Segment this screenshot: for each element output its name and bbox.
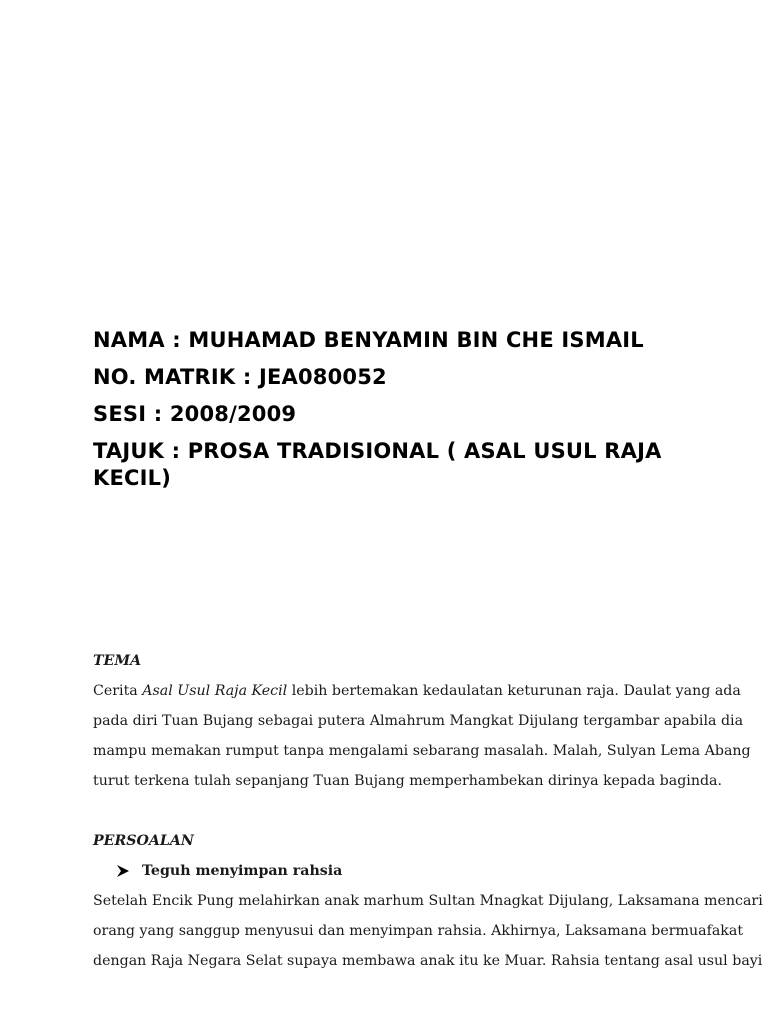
cover-details	[93, 322, 693, 492]
title: TAJUK : PROSA TRADISIONAL ( ASAL USUL RAJA KECIL)	[93, 439, 662, 490]
story-title: Asal Usul Raja Kecil	[142, 683, 288, 699]
bullet-label: Teguh menyimpan rahsia	[142, 863, 343, 879]
persoalan-line-3: dengan Raja Negara Selat supaya membawa anak itu ke Muar. Rahsia tentang asal usul bayi	[93, 953, 763, 969]
document-body	[93, 646, 763, 976]
tema-line-3: mampu memakan rumput tanpa mengalami sebarang masalah. Malah, Sulyan Lema Abang	[93, 743, 751, 759]
persoalan-heading: PERSOALAN	[93, 833, 194, 849]
persoalan-line-1: Setelah Encik Pung melahirkan anak marhum Sultan Mnagkat Dijulang, Laksamana mencari	[93, 893, 763, 909]
tema-line-4: turut terkena tulah sepanjang Tuan Bujang memperhambekan dirinya kepada baginda.	[93, 773, 723, 789]
tema-line-1-pre: Cerita	[93, 683, 143, 699]
persoalan-line-2: orang yang sanggup menyusui dan menyimpan rahsia. Akhirnya, Laksamana bermuafakat	[93, 923, 744, 939]
matric-number: NO. MATRIK : JEA080052	[93, 365, 387, 389]
persoalan-paragraph	[93, 886, 763, 976]
tema-line-1-post: lebih bertemakan kedaulatan keturunan raja. Daulat yang ada	[287, 683, 741, 699]
bullet-item	[116, 856, 683, 886]
tema-heading: TEMA	[93, 653, 142, 669]
session: SESI : 2008/2009	[93, 402, 297, 426]
tema-paragraph	[93, 676, 751, 796]
student-name: NAMA : MUHAMAD BENYAMIN BIN CHE ISMAIL	[93, 328, 644, 352]
tema-line-2: pada diri Tuan Bujang sebagai putera Almahrum Mangkat Dijulang tergambar apabila dia	[93, 713, 744, 729]
tema-line-1	[93, 676, 741, 706]
section-spacer	[93, 796, 683, 826]
arrow-bullet-icon	[116, 864, 130, 878]
